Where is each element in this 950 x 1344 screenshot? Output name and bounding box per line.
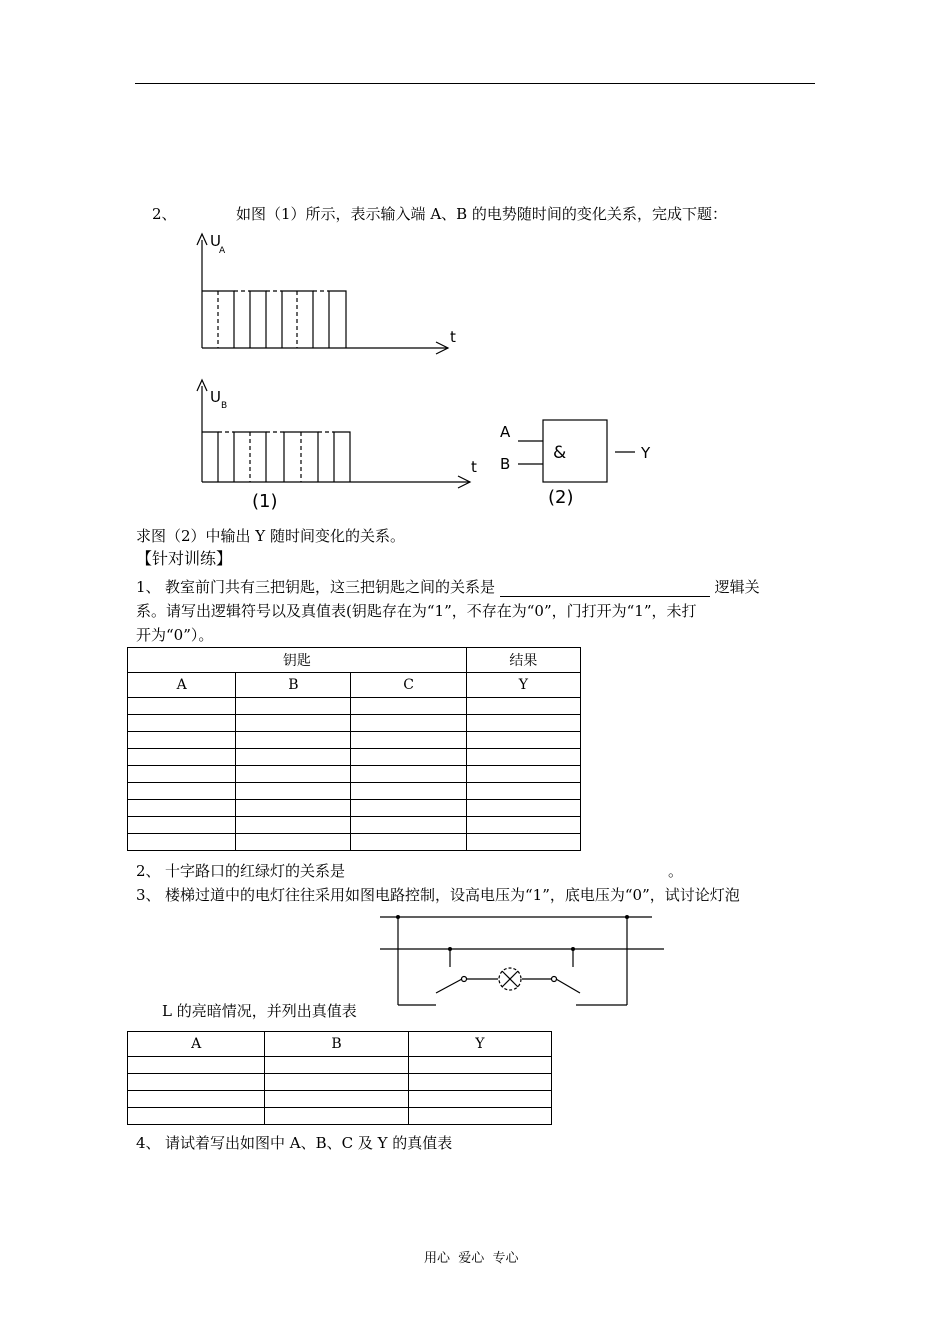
gate-symbol: & [553,443,567,463]
p3-number: 3、 [136,886,161,904]
table-row [128,749,581,766]
gate-output-y: Y [641,444,651,462]
left-switch-blade [436,979,462,993]
table-row [128,1074,552,1091]
right-switch-blade [556,979,580,993]
col-header-y: Y [408,1032,551,1057]
fig1-caption: (1) [252,491,278,512]
group-result-header: 结果 [466,648,580,673]
table-row [128,715,581,732]
ua-sub: A [219,246,226,256]
p4-text: 请试着写出如图中 A、B、C 及 Y 的真值表 [165,1134,453,1152]
p1-line2: 系。请写出逻辑符号以及真值表(钥匙存在为“1”，不存在为“0”，门打开为“1”，未打 [136,602,697,620]
waveform-figure [0,0,950,530]
table-row [128,800,581,817]
fig2-caption: (2) [548,487,574,508]
group-keys-header: 钥匙 [128,648,467,673]
table-row [128,1057,552,1074]
p2-text: 十字路口的红绿灯的关系是 [165,862,346,880]
p1-blank[interactable] [500,580,710,597]
table-row [128,783,581,800]
ub-pulses [202,432,350,482]
p2-end: 。 [668,862,684,880]
ua-pulses [202,291,346,348]
q2-question: 求图（2）中输出 Y 随时间变化的关系。 [136,527,405,545]
table-row [128,1091,552,1108]
keys-truth-table [127,647,581,851]
p1-number: 1、 [136,578,161,596]
col-header-a: A [128,673,236,698]
ub-sub: B [221,401,228,411]
col-header-c: C [351,673,466,698]
col-header-b: B [236,673,351,698]
p2-number: 2、 [136,862,161,880]
ua-label: U [210,232,221,250]
page-footer: 用心 爱心 专心 [424,1251,519,1266]
col-header-y: Y [466,673,580,698]
ub-label: U [210,388,221,406]
p1-line1 [165,577,760,597]
table-row [128,817,581,834]
table-row [128,1108,552,1125]
p1-line3: 开为“0”）。 [136,626,214,644]
gate-input-b: B [500,455,511,473]
q2-text: 如图（1）所示，表示输入端 A、B 的电势随时间的变化关系，完成下题： [236,205,727,223]
ua-t-label: t [450,328,456,346]
table-row [128,698,581,715]
ub-t-label: t [471,458,477,476]
col-header-b: B [265,1032,408,1057]
lamp-truth-table [127,1031,552,1125]
p4-number: 4、 [136,1134,161,1152]
table-row [128,834,581,851]
staircase-circuit [370,905,680,1015]
p3-line1: 楼梯过道中的电灯往往采用如图电路控制，设高电压为“1”，底电压为“0”，试讨论灯泡 [165,886,740,904]
table-row [128,732,581,749]
p3-line2: L 的亮暗情况，并列出真值表 [162,1002,357,1020]
p1-line1-b: 逻辑关 [714,578,760,596]
q2-number: 2、 [152,205,177,223]
col-header-a: A [128,1032,265,1057]
gate-input-a: A [500,423,511,441]
table-row [128,766,581,783]
p1-line1-a: 教室前门共有三把钥匙，这三把钥匙之间的关系是 [165,578,496,596]
section-title: 【针对训练】 [136,549,233,568]
